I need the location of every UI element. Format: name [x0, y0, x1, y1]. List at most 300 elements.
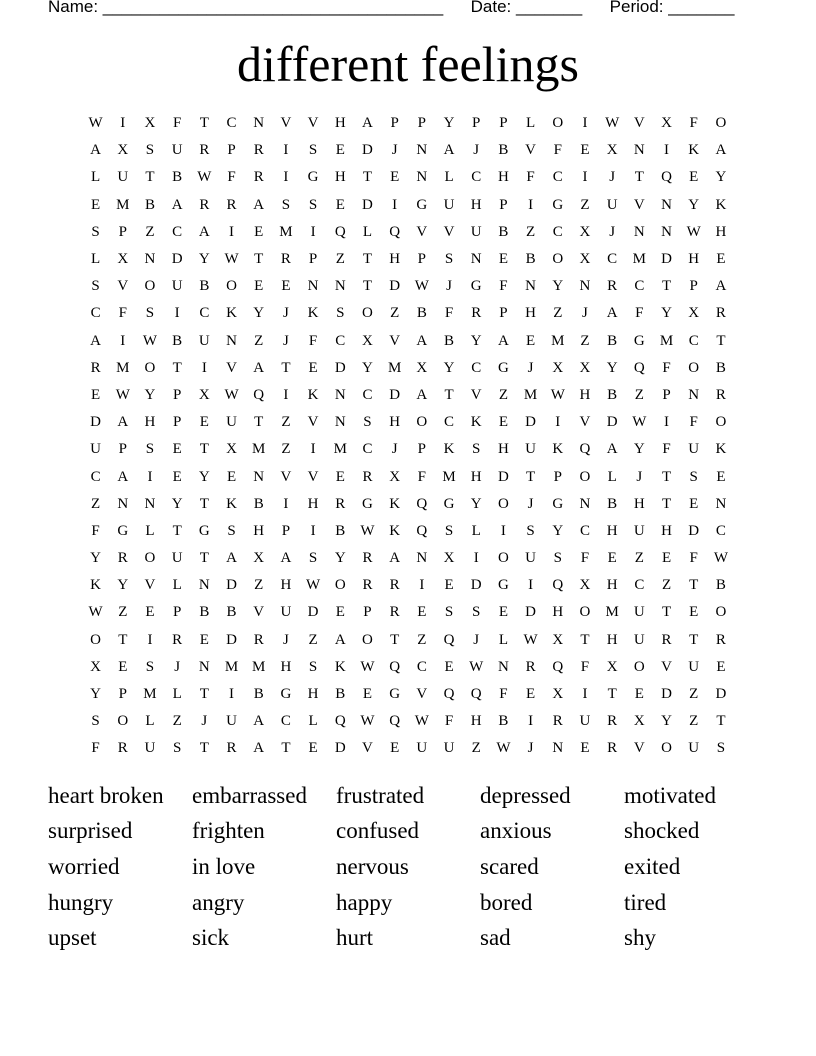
- grid-letter: J: [391, 142, 398, 159]
- grid-letter: E: [91, 196, 101, 213]
- grid-letter: X: [606, 658, 618, 675]
- grid-letter: I: [174, 305, 180, 322]
- grid-letter: S: [308, 142, 318, 159]
- grid-letter: A: [253, 196, 265, 213]
- grid-letter: W: [523, 631, 538, 648]
- grid-row: [82, 355, 735, 382]
- grid-letter: Q: [389, 223, 401, 240]
- grid-letter: X: [253, 550, 265, 567]
- grid-letter: S: [281, 196, 291, 213]
- grid-letter: M: [442, 468, 456, 485]
- word-bank-item: depressed: [480, 782, 571, 808]
- grid-letter: A: [90, 332, 102, 349]
- grid-letter: R: [471, 305, 482, 322]
- grid-letter: A: [171, 196, 183, 213]
- grid-letter: Y: [334, 550, 346, 567]
- word-bank-item: motivated: [624, 782, 716, 808]
- grid-letter: S: [91, 278, 100, 295]
- grid-letter: A: [362, 115, 373, 132]
- grid-letter: T: [199, 495, 209, 512]
- grid-letter: F: [553, 142, 562, 159]
- word-bank-item: sick: [192, 925, 230, 951]
- grid-letter: T: [607, 686, 617, 703]
- grid-letter: Y: [198, 251, 210, 268]
- grid-letter: P: [499, 196, 508, 213]
- grid-letter: X: [579, 223, 591, 240]
- grid-letter: B: [144, 196, 155, 213]
- grid-letter: B: [607, 495, 618, 512]
- grid-letter: I: [310, 441, 316, 458]
- grid-letter: Z: [91, 495, 101, 512]
- grid-letter: T: [199, 441, 209, 458]
- grid-letter: M: [143, 686, 157, 703]
- grid-letter: P: [499, 115, 508, 132]
- grid-letter: M: [252, 441, 266, 458]
- grid-letter: J: [527, 740, 534, 757]
- grid-letter: D: [525, 414, 537, 431]
- grid-letter: E: [172, 441, 182, 458]
- grid-letter: N: [198, 658, 210, 675]
- grid-letter: D: [661, 686, 672, 703]
- grid-letter: T: [199, 740, 209, 757]
- grid-letter: C: [362, 441, 373, 458]
- grid-letter: A: [253, 359, 265, 376]
- grid-letter: Q: [389, 658, 401, 675]
- letter-grid: [82, 110, 735, 763]
- grid-letter: N: [661, 223, 672, 240]
- grid-row: [82, 436, 735, 463]
- grid-letter: L: [308, 713, 318, 730]
- grid-row: [82, 735, 735, 762]
- grid-letter: C: [471, 169, 482, 186]
- grid-letter: T: [172, 359, 182, 376]
- grid-letter: L: [172, 686, 182, 703]
- grid-letter: B: [525, 251, 536, 268]
- grid-letter: E: [281, 278, 291, 295]
- grid-letter: T: [634, 169, 644, 186]
- grid-letter: X: [552, 631, 564, 648]
- grid-letter: T: [661, 604, 672, 621]
- grid-letter: H: [715, 223, 727, 240]
- grid-letter: P: [118, 441, 127, 458]
- grid-letter: E: [661, 550, 672, 567]
- grid-row: [82, 545, 735, 572]
- grid-letter: M: [659, 332, 674, 349]
- grid-letter: U: [688, 740, 700, 757]
- grid-letter: D: [334, 359, 346, 376]
- grid-letter: D: [90, 414, 102, 431]
- grid-letter: S: [363, 414, 372, 431]
- grid-letter: I: [528, 577, 534, 594]
- grid-letter: D: [362, 196, 373, 213]
- grid-letter: U: [688, 658, 700, 675]
- grid-letter: E: [689, 169, 699, 186]
- grid-letter: X: [226, 441, 237, 458]
- grid-letter: S: [145, 441, 155, 458]
- grid-letter: Y: [117, 577, 129, 594]
- grid-letter: M: [632, 251, 647, 268]
- grid-letter: Z: [335, 251, 345, 268]
- grid-letter: Y: [198, 468, 210, 485]
- grid-letter: U: [525, 550, 537, 567]
- grid-letter: C: [416, 658, 427, 675]
- grid-letter: Z: [498, 386, 508, 403]
- grid-letter: X: [144, 115, 156, 132]
- grid-letter: H: [552, 604, 564, 621]
- grid-letter: R: [280, 251, 291, 268]
- grid-letter: M: [116, 359, 130, 376]
- grid-letter: U: [443, 196, 455, 213]
- grid-letter: T: [362, 169, 373, 186]
- word-bank-item: happy: [336, 889, 393, 915]
- grid-letter: O: [416, 414, 428, 431]
- grid-letter: E: [335, 142, 345, 159]
- grid-letter: I: [283, 142, 289, 159]
- grid-letter: U: [633, 631, 645, 648]
- grid-letter: I: [419, 577, 425, 594]
- grid-letter: O: [715, 115, 727, 132]
- grid-letter: W: [414, 713, 429, 730]
- grid-letter: A: [253, 713, 265, 730]
- grid-letter: Y: [171, 495, 183, 512]
- grid-letter: Y: [552, 522, 564, 539]
- grid-letter: R: [715, 305, 726, 322]
- grid-letter: I: [582, 686, 588, 703]
- grid-letter: R: [199, 142, 210, 159]
- grid-letter: Y: [688, 196, 700, 213]
- grid-letter: I: [664, 414, 670, 431]
- grid-letter: H: [334, 169, 346, 186]
- grid-letter: C: [471, 359, 482, 376]
- grid-letter: T: [199, 686, 209, 703]
- grid-letter: W: [605, 115, 620, 132]
- grid-letter: N: [307, 278, 319, 295]
- grid-letter: C: [552, 169, 563, 186]
- word-bank-item: hurt: [336, 925, 374, 951]
- grid-letter: C: [362, 386, 373, 403]
- grid-letter: C: [607, 251, 618, 268]
- grid-letter: H: [633, 495, 645, 512]
- grid-letter: K: [334, 658, 346, 675]
- grid-letter: Q: [416, 495, 428, 512]
- word-bank-item: angry: [192, 889, 245, 915]
- grid-letter: O: [661, 740, 672, 757]
- word-bank-item: bored: [480, 889, 533, 915]
- grid-letter: R: [253, 631, 264, 648]
- grid-letter: U: [633, 522, 645, 539]
- grid-letter: F: [444, 713, 454, 730]
- grid-letter: P: [363, 604, 372, 621]
- grid-letter: H: [525, 305, 537, 322]
- grid-letter: Q: [334, 223, 346, 240]
- grid-letter: V: [661, 658, 672, 675]
- grid-letter: G: [633, 332, 645, 349]
- grid-letter: H: [661, 522, 672, 539]
- grid-letter: W: [306, 577, 321, 594]
- grid-letter: L: [471, 522, 481, 539]
- grid-letter: B: [335, 686, 346, 703]
- grid-letter: X: [198, 386, 210, 403]
- grid-letter: P: [417, 441, 427, 458]
- grid-letter: E: [444, 658, 454, 675]
- grid-letter: P: [227, 142, 236, 159]
- grid-letter: R: [661, 631, 672, 648]
- grid-letter: O: [552, 251, 564, 268]
- grid-letter: N: [198, 577, 210, 594]
- grid-letter: W: [414, 278, 429, 295]
- grid-letter: M: [387, 359, 402, 376]
- grid-letter: J: [473, 142, 480, 159]
- word-bank-item: exited: [624, 853, 681, 879]
- word-bank-item: scared: [480, 853, 539, 879]
- grid-letter: Q: [253, 386, 265, 403]
- grid-letter: V: [280, 115, 292, 132]
- grid-letter: O: [688, 359, 700, 376]
- grid-letter: B: [498, 142, 509, 159]
- grid-letter: P: [417, 251, 427, 268]
- grid-letter: V: [389, 332, 401, 349]
- grid-letter: Y: [715, 169, 727, 186]
- grid-letter: A: [715, 142, 727, 159]
- grid-letter: I: [283, 495, 289, 512]
- grid-letter: O: [334, 577, 346, 594]
- grid-letter: K: [470, 414, 482, 431]
- grid-letter: U: [171, 278, 183, 295]
- grid-letter: V: [307, 414, 319, 431]
- grid-letter: O: [226, 278, 237, 295]
- grid-letter: S: [308, 550, 318, 567]
- grid-letter: R: [607, 278, 618, 295]
- grid-letter: L: [526, 115, 536, 132]
- grid-letter: S: [145, 658, 155, 675]
- grid-letter: V: [579, 414, 591, 431]
- grid-letter: B: [172, 332, 183, 349]
- grid-letter: A: [117, 468, 129, 485]
- grid-letter: X: [552, 686, 564, 703]
- grid-row: [82, 627, 735, 654]
- grid-letter: I: [147, 631, 153, 648]
- grid-letter: C: [552, 223, 563, 240]
- grid-letter: V: [144, 577, 156, 594]
- name-field[interactable]: Name: ____________________________________: [48, 0, 444, 16]
- grid-letter: T: [580, 631, 590, 648]
- grid-letter: V: [253, 604, 265, 621]
- grid-letter: Z: [308, 631, 318, 648]
- grid-letter: R: [199, 196, 210, 213]
- grid-letter: P: [172, 414, 182, 431]
- word-bank-item: shocked: [624, 818, 700, 844]
- grid-letter: V: [307, 115, 319, 132]
- grid-letter: D: [171, 251, 183, 268]
- grid-letter: G: [416, 196, 428, 213]
- grid-letter: Z: [417, 631, 427, 648]
- grid-letter: R: [117, 740, 128, 757]
- grid-letter: N: [470, 251, 482, 268]
- grid-letter: T: [362, 251, 373, 268]
- grid-letter: J: [636, 468, 643, 485]
- grid-letter: A: [416, 386, 428, 403]
- grid-letter: T: [661, 468, 672, 485]
- grid-letter: N: [144, 251, 156, 268]
- grid-letter: U: [470, 223, 482, 240]
- grid-letter: F: [118, 305, 127, 322]
- grid-letter: A: [253, 740, 265, 757]
- grid-letter: M: [605, 604, 619, 621]
- grid-letter: Q: [443, 686, 455, 703]
- grid-letter: P: [172, 604, 182, 621]
- grid-letter: E: [199, 631, 209, 648]
- grid-letter: T: [172, 522, 182, 539]
- grid-letter: N: [416, 550, 428, 567]
- grid-letter: T: [526, 468, 536, 485]
- grid-letter: D: [226, 577, 237, 594]
- grid-letter: R: [552, 713, 563, 730]
- grid-letter: Z: [172, 713, 182, 730]
- grid-letter: A: [606, 441, 618, 458]
- grid-letter: O: [715, 604, 727, 621]
- grid-letter: S: [716, 740, 726, 757]
- grid-letter: Y: [470, 495, 482, 512]
- grid-letter: F: [417, 468, 427, 485]
- grid-letter: E: [526, 332, 536, 349]
- grid-letter: H: [470, 713, 482, 730]
- grid-letter: A: [90, 142, 102, 159]
- grid-letter: R: [90, 359, 101, 376]
- grid-letter: C: [444, 414, 455, 431]
- grid-letter: S: [689, 468, 698, 485]
- grid-row: [82, 681, 735, 708]
- grid-letter: S: [444, 522, 454, 539]
- grid-letter: F: [308, 332, 318, 349]
- grid-letter: F: [689, 550, 698, 567]
- word-bank-item: frustrated: [336, 782, 425, 808]
- grid-letter: B: [715, 577, 726, 594]
- grid-letter: T: [661, 278, 672, 295]
- grid-letter: Z: [281, 441, 291, 458]
- word-bank-item: surprised: [48, 818, 133, 844]
- grid-letter: H: [606, 577, 618, 594]
- grid-letter: L: [91, 251, 101, 268]
- grid-letter: J: [282, 631, 289, 648]
- grid-row: [82, 491, 735, 518]
- period-field[interactable]: Period: _______: [609, 0, 735, 16]
- grid-letter: H: [144, 414, 156, 431]
- grid-letter: F: [580, 658, 590, 675]
- grid-letter: E: [308, 740, 318, 757]
- grid-letter: V: [443, 223, 455, 240]
- grid-letter: E: [335, 468, 345, 485]
- grid-letter: M: [224, 658, 239, 675]
- grid-letter: W: [496, 740, 511, 757]
- grid-letter: X: [90, 658, 102, 675]
- grid-letter: C: [90, 305, 101, 322]
- grid-letter: D: [307, 604, 319, 621]
- grid-letter: L: [498, 631, 508, 648]
- grid-letter: G: [552, 495, 564, 512]
- grid-letter: D: [525, 604, 537, 621]
- grid-letter: W: [115, 386, 130, 403]
- grid-letter: R: [607, 740, 618, 757]
- grid-letter: K: [715, 196, 727, 213]
- grid-letter: S: [308, 196, 318, 213]
- grid-letter: D: [497, 468, 509, 485]
- grid-letter: B: [715, 359, 726, 376]
- grid-letter: U: [226, 713, 237, 730]
- grid-letter: K: [226, 495, 237, 512]
- grid-letter: H: [470, 196, 482, 213]
- grid-letter: Q: [552, 577, 564, 594]
- grid-letter: C: [226, 115, 237, 132]
- grid-letter: R: [117, 550, 128, 567]
- grid-letter: N: [552, 740, 564, 757]
- grid-letter: O: [144, 278, 156, 295]
- grid-letter: T: [716, 332, 726, 349]
- grid-letter: W: [686, 223, 701, 240]
- grid-letter: H: [389, 251, 401, 268]
- grid-letter: W: [360, 713, 375, 730]
- grid-letter: B: [444, 332, 455, 349]
- grid-letter: R: [172, 631, 183, 648]
- grid-letter: P: [172, 386, 182, 403]
- grid-row: [82, 110, 735, 137]
- grid-letter: I: [310, 223, 316, 240]
- grid-letter: E: [607, 550, 617, 567]
- grid-letter: K: [715, 441, 727, 458]
- grid-letter: E: [716, 468, 726, 485]
- grid-letter: F: [689, 115, 698, 132]
- grid-letter: N: [334, 278, 346, 295]
- grid-letter: N: [253, 468, 265, 485]
- grid-letter: G: [198, 522, 210, 539]
- grid-letter: T: [254, 251, 264, 268]
- grid-letter: G: [280, 686, 292, 703]
- grid-letter: X: [117, 251, 129, 268]
- grid-letter: Z: [553, 305, 563, 322]
- grid-letter: I: [283, 386, 289, 403]
- grid-letter: D: [334, 740, 346, 757]
- grid-letter: F: [91, 740, 100, 757]
- grid-letter: A: [334, 631, 346, 648]
- grid-letter: B: [498, 223, 509, 240]
- page-title: different feelings: [237, 36, 579, 92]
- grid-letter: J: [527, 359, 534, 376]
- grid-letter: E: [390, 740, 400, 757]
- grid-letter: H: [497, 441, 509, 458]
- date-field[interactable]: Date: _______: [470, 0, 583, 16]
- grid-letter: N: [117, 495, 129, 512]
- grid-letter: H: [497, 169, 509, 186]
- grid-letter: Z: [580, 332, 590, 349]
- grid-letter: E: [498, 251, 508, 268]
- grid-letter: C: [335, 332, 346, 349]
- grid-letter: E: [498, 414, 508, 431]
- grid-letter: O: [552, 115, 564, 132]
- grid-letter: N: [525, 278, 537, 295]
- grid-letter: Z: [580, 196, 590, 213]
- grid-letter: B: [226, 604, 237, 621]
- grid-letter: E: [498, 604, 508, 621]
- grid-letter: X: [117, 142, 129, 159]
- grid-letter: K: [90, 577, 102, 594]
- grid-letter: S: [145, 305, 155, 322]
- grid-letter: R: [525, 658, 536, 675]
- grid-letter: E: [634, 686, 644, 703]
- word-bank-item: tired: [624, 889, 667, 915]
- grid-letter: F: [662, 441, 671, 458]
- grid-letter: S: [444, 604, 454, 621]
- grid-letter: I: [555, 414, 561, 431]
- grid-letter: O: [362, 305, 373, 322]
